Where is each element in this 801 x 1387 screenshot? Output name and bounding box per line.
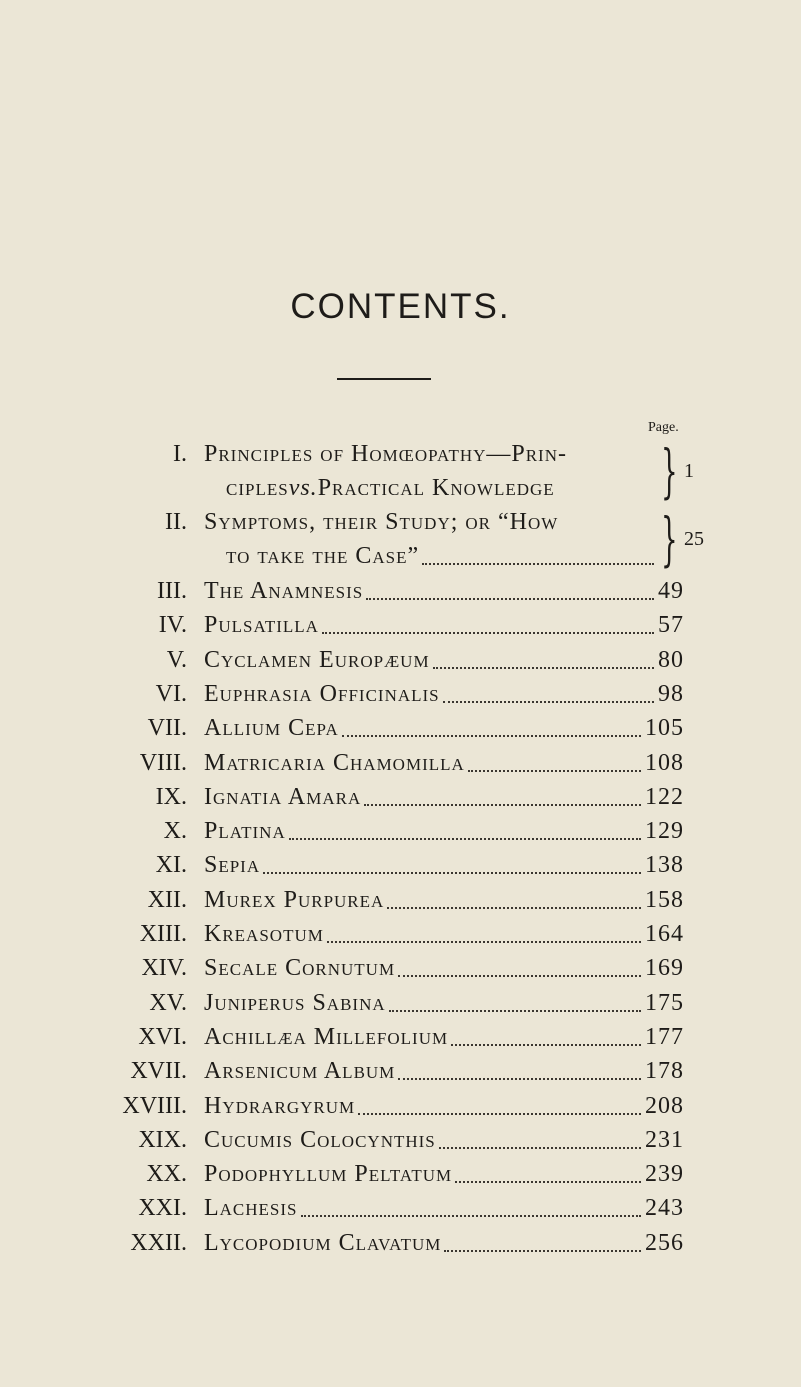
leader-dots <box>301 1215 641 1217</box>
chapter-title-row <box>204 1123 684 1157</box>
chapter-title: Murex Purpurea <box>204 886 385 913</box>
chapter-title-row <box>204 917 684 951</box>
chapter-number: XIV. <box>141 955 187 982</box>
chapter-number: VI. <box>155 680 187 707</box>
chapter-title-row <box>204 951 684 985</box>
page-title: CONTENTS. <box>290 287 511 326</box>
chapter-title: Lycopodium Clavatum <box>204 1229 442 1256</box>
chapter-number: XVIII. <box>122 1092 187 1119</box>
page-number: 105 <box>645 715 684 742</box>
leader-dots <box>327 941 641 943</box>
chapter-title-row <box>204 883 684 917</box>
leader-dots <box>342 735 641 737</box>
chapter-number: V. <box>166 646 187 673</box>
chapter-number: XIX. <box>138 1126 187 1153</box>
chapter-title-row <box>204 1054 684 1088</box>
page-number: 175 <box>645 989 684 1016</box>
page-column-label: Page. <box>648 420 679 435</box>
chapter-title-row <box>204 608 684 642</box>
toc-entry-1 <box>0 437 801 505</box>
page-number: 158 <box>645 886 684 913</box>
page-number: 1 <box>684 460 694 482</box>
chapter-title-row <box>204 643 684 677</box>
leader-dots <box>433 667 654 669</box>
chapter-title-row <box>204 677 684 711</box>
chapter-title: Matricaria Chamomilla <box>204 749 465 776</box>
page-number: 178 <box>645 1058 684 1085</box>
chapter-title-line2 <box>226 539 658 573</box>
brace-icon: } <box>661 437 678 505</box>
chapter-title: Arsenicum Album <box>204 1058 396 1085</box>
toc-entry-8 <box>0 746 801 780</box>
toc-entry-18 <box>0 1089 801 1123</box>
toc-entry-20 <box>0 1157 801 1191</box>
page-number: 239 <box>645 1161 684 1188</box>
chapter-number: III. <box>157 578 187 604</box>
page-number: 177 <box>645 1023 684 1050</box>
leader-dots <box>263 872 641 874</box>
toc-entry-19 <box>0 1123 801 1157</box>
toc-entry-6 <box>0 677 801 711</box>
page-number: 138 <box>645 852 684 879</box>
chapter-title-part: Practical Knowledge <box>317 475 555 501</box>
toc-entry-12 <box>0 883 801 917</box>
chapter-title-row <box>204 848 684 882</box>
chapter-number: I. <box>173 441 187 467</box>
toc-entry-5 <box>0 643 801 677</box>
chapter-title: Juniperus Sabina <box>204 989 386 1016</box>
toc-entry-10 <box>0 814 801 848</box>
chapter-title: Allium Cepa <box>204 715 339 742</box>
chapter-number: II. <box>165 509 187 535</box>
page-number: 231 <box>645 1126 684 1153</box>
chapter-title-row <box>204 814 684 848</box>
chapter-title: Ignatia Amara <box>204 783 362 810</box>
leader-dots <box>358 1113 641 1115</box>
chapter-title-row <box>204 1020 684 1054</box>
chapter-title: Platina <box>204 818 286 845</box>
page-number: 57 <box>658 612 684 639</box>
page-number: 122 <box>645 783 684 810</box>
chapter-title: Lachesis <box>204 1195 298 1222</box>
chapter-title-row <box>204 986 684 1020</box>
chapter-title-line2 <box>226 471 555 505</box>
chapter-title: Podophyllum Peltatum <box>204 1161 453 1188</box>
chapter-number: X. <box>163 818 187 845</box>
leader-dots <box>398 975 641 977</box>
leader-dots <box>422 563 654 565</box>
chapter-number: XVI. <box>138 1023 187 1050</box>
chapter-title: Kreasotum <box>204 921 324 947</box>
chapter-title: Achillæa Millefolium <box>204 1023 449 1050</box>
toc-entry-11 <box>0 848 801 882</box>
chapter-title-row <box>204 746 684 780</box>
chapter-number: XVII. <box>130 1058 187 1085</box>
chapter-title-part: ciples <box>226 475 289 501</box>
brace-icon: } <box>661 505 678 573</box>
chapter-title: Hydrargyrum <box>204 1092 356 1119</box>
leader-dots <box>451 1044 641 1046</box>
chapter-title: Euphrasia Officinalis <box>204 680 440 707</box>
toc-entry-13 <box>0 917 801 951</box>
chapter-number: XXI. <box>138 1195 187 1222</box>
chapter-number: XX. <box>146 1161 187 1188</box>
chapter-title-row <box>204 1157 684 1191</box>
page-number: 129 <box>645 818 684 845</box>
page-number: 208 <box>645 1092 684 1119</box>
page-number: 108 <box>645 749 684 776</box>
chapter-title: Cyclamen Europæum <box>204 646 430 673</box>
chapter-number: XI. <box>155 852 187 879</box>
page-number: 25 <box>684 528 704 550</box>
chapter-title-row <box>204 711 684 745</box>
leader-dots <box>468 770 641 772</box>
toc-entry-21 <box>0 1191 801 1225</box>
page-number: 98 <box>658 680 684 707</box>
leader-dots <box>389 1010 641 1012</box>
chapter-title-part: to take the Case” <box>226 543 420 569</box>
leader-dots <box>387 907 641 909</box>
chapter-title-line1: Symptoms, their Study; or “How <box>204 509 559 535</box>
page-number: 164 <box>645 921 684 947</box>
chapter-number: XII. <box>147 886 187 913</box>
chapter-title-row <box>204 1191 684 1225</box>
chapter-title-row <box>204 574 684 608</box>
toc-entry-7 <box>0 711 801 745</box>
page-number: 49 <box>658 578 684 604</box>
chapter-title: Pulsatilla <box>204 612 319 639</box>
chapter-title-row <box>204 1089 684 1123</box>
leader-dots <box>444 1250 641 1252</box>
chapter-number: IX. <box>155 783 187 810</box>
toc-entry-15 <box>0 986 801 1020</box>
toc-entry-22 <box>0 1226 801 1260</box>
leader-dots <box>322 632 654 634</box>
toc-entry-3 <box>0 574 801 608</box>
chapter-title: Secale Cornutum <box>204 955 396 982</box>
toc-entry-14 <box>0 951 801 985</box>
toc-entry-2 <box>0 505 801 573</box>
chapter-number: IV. <box>158 612 187 639</box>
chapter-number: VII. <box>147 715 187 742</box>
chapter-title-line1: Principles of Homœopathy—Prin- <box>204 441 567 467</box>
chapter-title-row <box>204 780 684 814</box>
chapter-title-row <box>204 1226 684 1260</box>
chapter-title: The Anamnesis <box>204 578 364 604</box>
leader-dots <box>366 598 654 600</box>
page-number: 256 <box>645 1229 684 1256</box>
leader-dots <box>439 1147 641 1149</box>
chapter-title: Sepia <box>204 852 261 879</box>
page-number: 80 <box>658 646 684 673</box>
leader-dots <box>364 804 641 806</box>
chapter-number: XXII. <box>130 1229 187 1256</box>
toc-entry-9 <box>0 780 801 814</box>
toc-entry-16 <box>0 1020 801 1054</box>
chapter-title: Cucumis Colocynthis <box>204 1126 436 1153</box>
leader-dots <box>289 838 641 840</box>
leader-dots <box>455 1181 641 1183</box>
chapter-number: XIII. <box>139 921 187 947</box>
page-number: 243 <box>645 1195 684 1222</box>
chapter-number: VIII. <box>139 749 187 776</box>
chapter-title-part: vs. <box>288 475 318 501</box>
toc-entry-4 <box>0 608 801 642</box>
chapter-number: XV. <box>149 989 187 1016</box>
leader-dots <box>398 1078 641 1080</box>
title-rule <box>337 378 431 380</box>
page-number: 169 <box>645 955 684 982</box>
leader-dots <box>443 701 654 703</box>
toc-entry-17 <box>0 1054 801 1088</box>
